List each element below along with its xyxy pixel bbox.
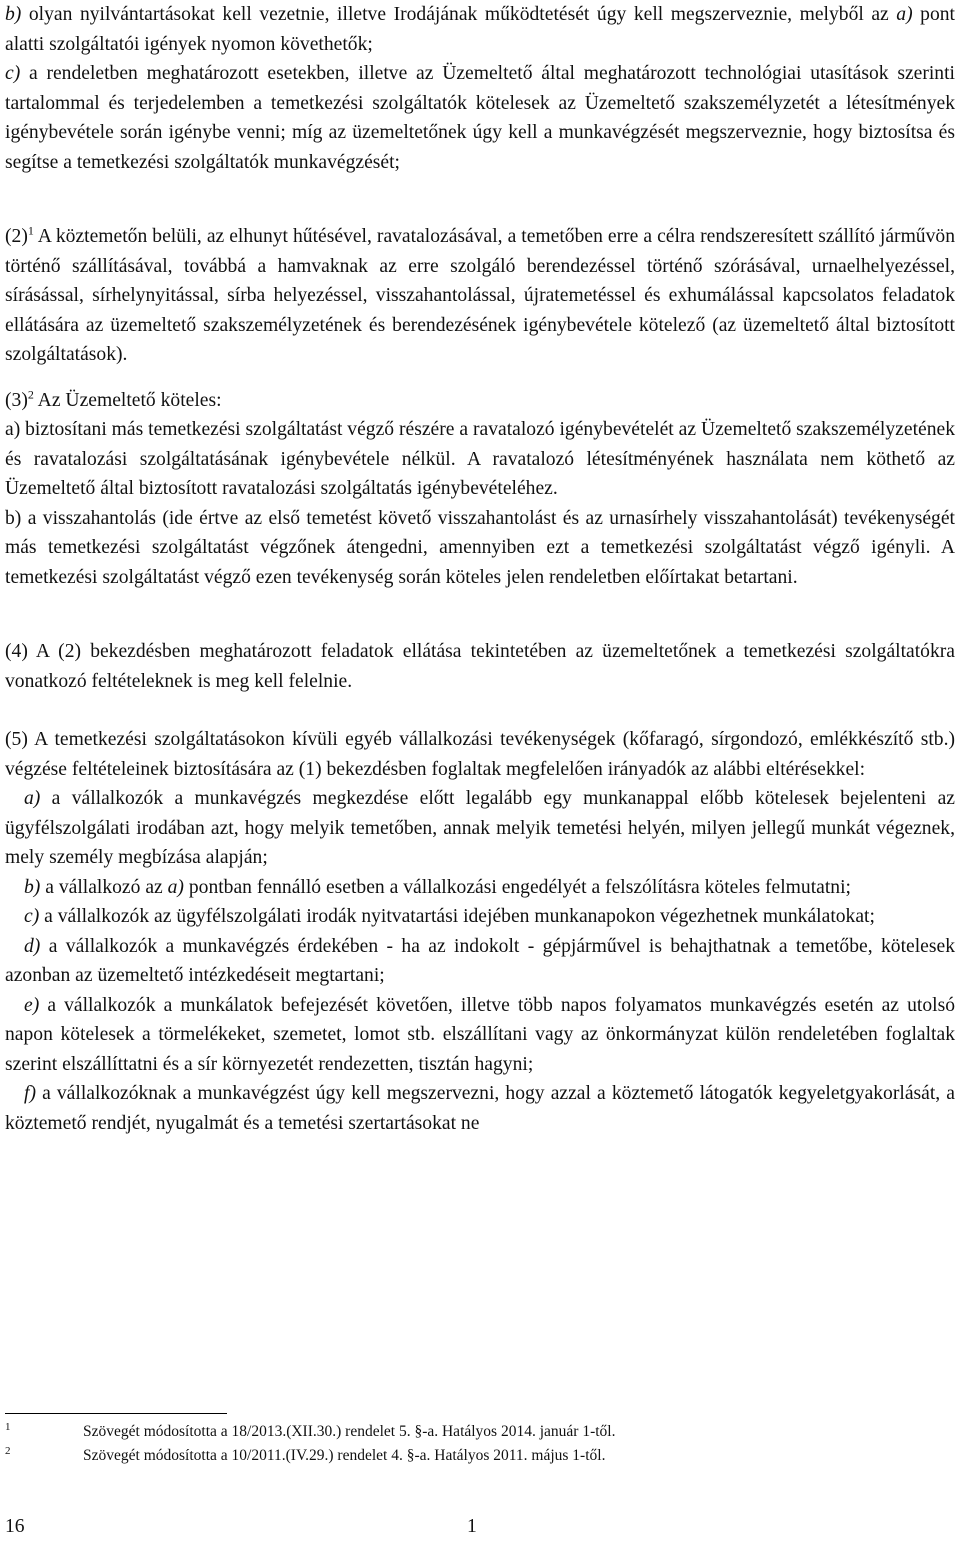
paragraph-number: (3)	[5, 389, 28, 411]
paragraph-3	[5, 386, 955, 416]
item-text: a vállalkozók a munkavégzés megkezdése előtt legalább egy munkanappal előbb kötelesek bejelenteni az ügyfélszolgálati irodában azt, hogy melyik temetőben, annak melyik temetési helyén, milyen jellegű munkát végeznek, mely személy megbízása alapján;	[5, 788, 955, 868]
footnote-number: 2	[5, 1445, 11, 1457]
paragraph-3a: a) biztosítani más temetkezési szolgáltatást végző részére a ravatalozó igénybevételét az Üzemeltető szakszemélyzetének és ravatalozási szolgáltatásának igénybevétele nélkül. A ravatalozó létesítményének használata nem köthető az Üzemeltető által biztosított ravatalozási szolgáltatás igénybevételéhez.	[5, 419, 955, 499]
paragraph-1b	[5, 0, 955, 59]
item-text: olyan nyilvántartásokat kell vezetnie, illetve Irodájának működtetését úgy kell megszerveznie, melyből az	[21, 4, 897, 25]
page-number-center: 1	[467, 1516, 477, 1537]
item-label: c)	[24, 906, 40, 927]
footnote-text: Szövegét módosította a 18/2013.(XII.30.) rendelet 5. §-a. Hatályos 2014. január 1-től.	[83, 1423, 616, 1440]
item-label: a)	[24, 788, 41, 809]
item-label: c)	[5, 63, 21, 84]
paragraph-3b: b) a visszahantolás (ide értve az első temetést követő visszahantolást és az urnasírhely visszahantolását) tevékenységét más temetkezési szolgáltatást végzőnek átengedni, amennyiben ezt a temetkezési szolgáltatást végző igényli. A temetkezési szolgáltatást végző ezen tevékenység során köteles jelen rendeletben előírtakat betartani.	[5, 507, 955, 588]
item-label: d)	[24, 935, 41, 957]
item-text: pont alatti szolgáltatói igények nyomon követhetők;	[5, 4, 956, 55]
footnote-separator	[5, 1413, 227, 1414]
footnote-number: 1	[5, 1421, 11, 1433]
item-ref: a)	[896, 4, 913, 25]
document-body	[5, 0, 955, 1138]
item-text: pontban fennálló esetben a vállalkozási engedélyét a felszólításra köteles felmutatni;	[183, 876, 851, 898]
item-label: f)	[24, 1083, 36, 1104]
page-number-left: 16	[5, 1516, 25, 1537]
item-text: a vállalkozóknak a munkavégzést úgy kell megszervezni, hogy azzal a köztemető látogatók kegyeletgyakorlását, a köztemető rendjét, nyugalmát és a temetési szertartásokat ne	[5, 1083, 955, 1134]
item-text: a rendeletben meghatározott esetekben, illetve az Üzemeltető által meghatározott technológiai utasítások szerinti tartalommal és terjedelemben a temetkezési szolgáltatók kötelesek az Üzemeltető szakszemélyzetét a létesítmények igénybevétele során igénybe venni; míg az üzemeltetőnek úgy kell a munkavégzését megszerveznie, hogy biztosítsa és segítse a temetkezési szolgáltatók munkavégzését;	[5, 63, 955, 173]
paragraph-5c	[5, 902, 955, 932]
paragraph-5e	[5, 991, 955, 1080]
item-text: a vállalkozók a munkálatok befejezését követően, illetve több napos folyamatos munkavégzés esetén az utolsó napon kötelesek a törmelékeket, szemetet, lomot stb. elszállítani vagy az önkormányzat külön rendeletében foglaltak szerint elszállíttatni és a sír környezetét rendezetten, tisztán hagyni;	[5, 994, 955, 1075]
item-label: b)	[24, 876, 41, 898]
item-label: e)	[24, 994, 40, 1016]
paragraph-number: (2)	[5, 226, 28, 247]
footnote-ref[interactable]: 1	[27, 223, 34, 238]
paragraph-2	[5, 222, 955, 370]
footnote-ref[interactable]: 2	[27, 386, 34, 401]
item-ref: a)	[167, 876, 184, 898]
paragraph-1c	[5, 59, 955, 177]
paragraph-5f	[5, 1079, 955, 1138]
paragraph-5b	[5, 873, 955, 903]
item-text: a vállalkozók a munkavégzés érdekében - ha az indokolt - gépjárművel is behajthatnak a temetőbe, kötelesek azonban az üzemeltető intézkedéseit megtartani;	[5, 935, 955, 986]
item-label: b)	[5, 4, 22, 25]
paragraph-4: (4) A (2) bekezdésben meghatározott feladatok ellátása tekintetében az üzemeltetőnek a temetkezési szolgáltatókra vonatkozó feltételeknek is meg kell felelnie.	[5, 641, 955, 692]
paragraph-text: Az Üzemeltető köteles:	[33, 389, 222, 411]
footnote-text: Szövegét módosította a 10/2011.(IV.29.) rendelet 4. §-a. Hatályos 2011. május 1-től.	[83, 1447, 606, 1464]
paragraph-5d	[5, 932, 955, 991]
paragraph-5a	[5, 784, 955, 873]
item-text: a vállalkozók az ügyfélszolgálati irodák nyitvatartási idejében munkanapokon végezhetnek munkálatokat;	[39, 906, 875, 927]
paragraph-5: (5) A temetkezési szolgáltatásokon kívüli egyéb vállalkozási tevékenységek (kőfaragó, sírgondozó, emlékkészítő stb.) végzése feltételeinek biztosítására az (1) bekezdésben foglaltak megfelelően irányadók az alábbi eltérésekkel:	[5, 729, 955, 780]
item-text: a vállalkozó az	[40, 876, 168, 898]
paragraph-text: A köztemetőn belüli, az elhunyt hűtésével, ravatalozásával, a temetőben erre a célra rendszeresített szállító járművön történő szállításával, továbbá a hamvaknak az erre szolgáló berendezéssel történő szórásával, urnaelhelyezéssel, sírásással, sírhelynyitással, sírba helyezéssel, visszahantolással, újratemetéssel és exhumálással kapcsolatos feladatok ellátására az üzemeltető szakszemélyzetének és berendezésének igénybevétele kötelező (az üzemeltető által biztosított szolgáltatások).	[5, 226, 955, 365]
